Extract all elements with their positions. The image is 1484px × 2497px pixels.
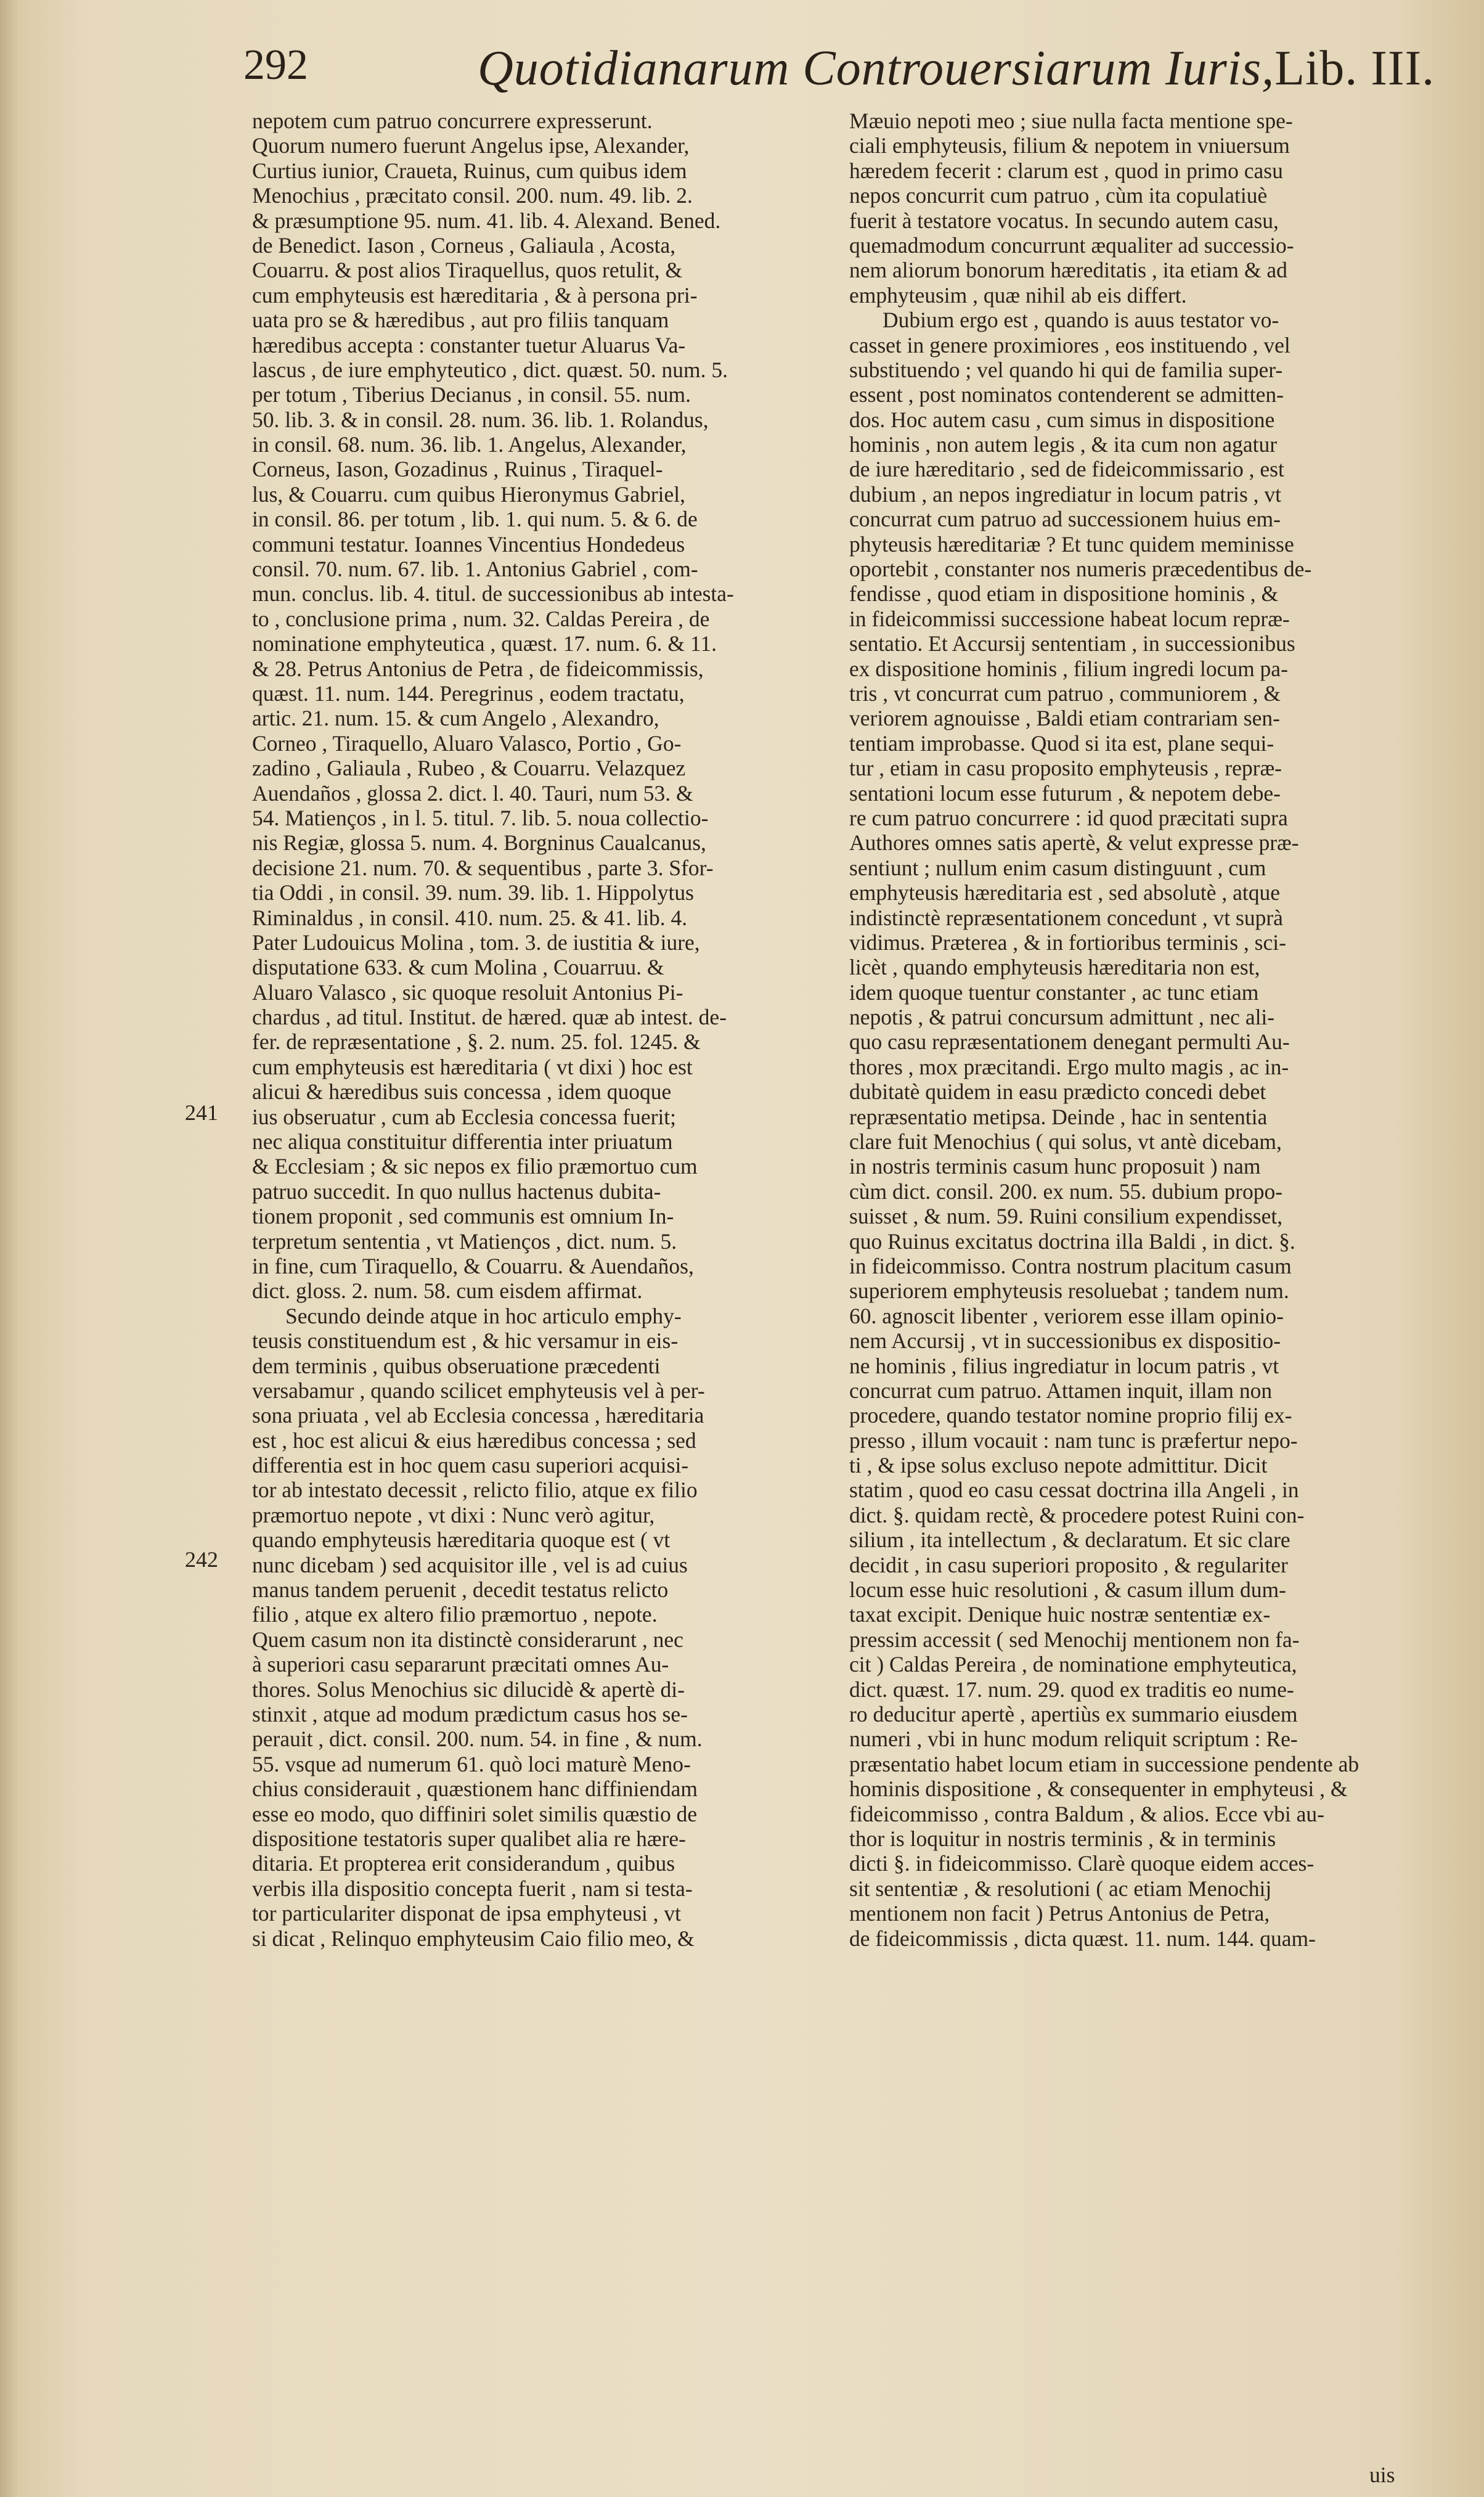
page-edge-shadow bbox=[0, 0, 18, 2497]
text-line: dict. gloss. 2. num. 58. cum eisdem affirmat. bbox=[252, 1278, 643, 1304]
text-line: substituendo ; vel quando hi qui de familia super- bbox=[849, 357, 1283, 382]
text-line: lus, & Couarru. cum quibus Hieronymus Gabriel, bbox=[252, 481, 685, 507]
text-line: nominatione emphyteutica , quæst. 17. num. 6. & 11. bbox=[252, 631, 717, 656]
text-line: presso , illum vocauit : nam tunc is præfertur nepo- bbox=[849, 1428, 1298, 1453]
text-line: nepotis , & patrui concursum admittunt , nec ali- bbox=[849, 1005, 1275, 1030]
margin-number-242: 242 bbox=[185, 1547, 218, 1572]
text-line: repræsentatio metipsa. Deinde , hac in sententia bbox=[849, 1104, 1268, 1129]
text-line: fendisse , quod etiam in dispositione hominis , & bbox=[849, 581, 1279, 607]
book-label: Lib. III. bbox=[1274, 41, 1435, 96]
text-line: Quem casum non ita distinctè considerarunt , nec bbox=[252, 1627, 683, 1652]
text-line: stinxit , atque ad modum prædictum casus hos se- bbox=[252, 1702, 688, 1727]
text-line: hominis , non autem legis , & ita cum non agatur bbox=[849, 432, 1278, 457]
text-line: emphyteusim , quæ nihil ab eis differt. bbox=[849, 282, 1187, 308]
text-line: ne hominis , filius ingrediatur in locum patris , vt bbox=[849, 1353, 1279, 1378]
text-line: chardus , ad titul. Institut. de hæred. quæ ab intest. de- bbox=[252, 1005, 727, 1030]
text-line: 50. lib. 3. & in consil. 28. num. 36. lib. 1. Rolandus, bbox=[252, 407, 709, 432]
text-line: à superiori casu separarunt præcitati omnes Au- bbox=[252, 1652, 669, 1677]
text-line: dem terminis , quibus obseruatione præcedenti bbox=[252, 1353, 661, 1378]
text-line: quæst. 11. num. 144. Peregrinus , eodem tractatu, bbox=[252, 680, 685, 706]
text-line: 60. agnoscit libenter , veriorem esse illam opinio- bbox=[849, 1303, 1284, 1328]
text-line: quo casu repræsentationem denegant permulti Au- bbox=[849, 1029, 1290, 1055]
text-line: Authores omnes satis apertè, & velut expresse præ- bbox=[849, 830, 1299, 856]
page-number: 292 bbox=[243, 41, 308, 89]
text-line: mentionem non facit ) Petrus Antonius de Petra, bbox=[849, 1901, 1270, 1926]
text-line: & præsumptione 95. num. 41. lib. 4. Alexand. Bened. bbox=[252, 208, 721, 233]
text-line: Corneus, Iason, Gozadinus , Ruinus , Tiraquel- bbox=[252, 457, 663, 482]
text-line: terpretum sententia , vt Matienços , dict. num. 5. bbox=[252, 1228, 677, 1254]
text-line: nepotem cum patruo concurrere expresserunt. bbox=[252, 108, 653, 133]
text-line: tur , etiam in casu proposito emphyteusis , repræ- bbox=[849, 756, 1282, 781]
left-text-column bbox=[252, 108, 826, 1951]
text-line: Secundo deinde atque in hoc articulo emphy- bbox=[285, 1303, 682, 1328]
text-line: veriorem agnouisse , Baldi etiam contrariam sen- bbox=[849, 706, 1280, 731]
text-line: in fideicommisso. Contra nostrum placitum casum bbox=[849, 1253, 1292, 1278]
text-line: 54. Matienços , in l. 5. titul. 7. lib. 5. noua collectio- bbox=[252, 805, 709, 830]
text-line: sentatio. Et Accursij sententiam , in successionibus bbox=[849, 631, 1295, 656]
text-line: Corneo , Tiraquello, Aluaro Valasco, Portio , Go- bbox=[252, 730, 682, 756]
text-line: vidimus. Præterea , & in fortioribus terminis , sci- bbox=[849, 930, 1286, 955]
text-line: mun. conclus. lib. 4. titul. de successionibus ab intesta- bbox=[252, 581, 734, 607]
text-line: cum emphyteusis est hæreditaria ( vt dixi ) hoc est bbox=[252, 1054, 693, 1079]
text-line: in nostris terminis casum hunc proposuit ) nam bbox=[849, 1154, 1261, 1179]
text-line: de Benedict. Iason , Corneus , Galiaula , Acosta, bbox=[252, 232, 676, 258]
text-line: disputatione 633. & cum Molina , Couarruu. & bbox=[252, 955, 664, 980]
text-line: nunc dicebam ) sed acquisitor ille , vel is ad cuius bbox=[252, 1552, 688, 1577]
text-line: tor particulariter disponat de ipsa emphyteusi , vt bbox=[252, 1901, 682, 1926]
text-line: dicti §. in fideicommisso. Clarè quoque eidem acces- bbox=[849, 1851, 1315, 1876]
text-line: zadino , Galiaula , Rubeo , & Couarru. Velazquez bbox=[252, 756, 686, 781]
text-line: dos. Hoc autem casu , cum simus in dispositione bbox=[849, 407, 1275, 432]
text-line: tor ab intestato decessit , relicto filio, atque ex filio bbox=[252, 1477, 698, 1503]
text-line: licèt , quando emphyteusis hæreditaria non est, bbox=[849, 955, 1260, 980]
text-line: & Ecclesiam ; & sic nepos ex filio præmortuo cum bbox=[252, 1154, 698, 1179]
text-line: tia Oddi , in consil. 39. num. 39. lib. 1. Hippolytus bbox=[252, 880, 694, 905]
text-line: ex dispositione hominis , filium ingredi locum pa- bbox=[849, 656, 1288, 681]
text-line: thores , mox præcitandi. Ergo multo magis , ac in- bbox=[849, 1054, 1289, 1079]
text-line: Dubium ergo est , quando is auus testator vo- bbox=[883, 308, 1279, 333]
text-line: statim , quod eo casu cessat doctrina illa Angeli , in bbox=[849, 1477, 1299, 1503]
text-line: de fideicommissis , dicta quæst. 11. num. 144. quam- bbox=[849, 1926, 1316, 1951]
text-line: Couarru. & post alios Tiraquellus, quos retulit, & bbox=[252, 258, 683, 283]
text-line: quando emphyteusis hæreditaria quoque est ( vt bbox=[252, 1527, 671, 1553]
text-line: chius considerauit , quæstionem hanc diffiniendam bbox=[252, 1776, 698, 1802]
text-line: casset in genere proximiores , eos instituendo , vel bbox=[849, 332, 1290, 358]
text-line: perauit , dict. consil. 200. num. 54. in fine , & num. bbox=[252, 1727, 703, 1752]
text-line: præsentatio habet locum etiam in successione pendente ab bbox=[849, 1751, 1360, 1776]
text-line: hominis dispositione , & consequenter in emphyteusi , & bbox=[849, 1776, 1348, 1802]
text-line: dict. §. quidam rectè, & procedere potest Ruini con- bbox=[849, 1502, 1305, 1527]
text-line: dispositione testatoris super qualibet alia re hære- bbox=[252, 1826, 686, 1851]
text-line: est , hoc est alicui & eius hæredibus concessa ; sed bbox=[252, 1428, 696, 1453]
text-line: præmortuo nepote , vt dixi : Nunc verò agitur, bbox=[252, 1502, 655, 1527]
text-line: nem aliorum bonorum hæreditatis , ita etiam & ad bbox=[849, 258, 1287, 283]
text-line: Aluaro Valasco , sic quoque resoluit Antonius Pi- bbox=[252, 979, 683, 1005]
text-line: per totum , Tiberius Decianus , in consil. 55. num. bbox=[252, 382, 691, 407]
text-line: nepos concurrit cum patruo , cùm ita copulatiuè bbox=[849, 183, 1268, 208]
text-line: lascus , de iure emphyteutico , dict. quæst. 50. num. 5. bbox=[252, 357, 728, 382]
text-line: sentationi locum esse futurum , & nepotem debe- bbox=[849, 780, 1281, 806]
text-line: fer. de repræsentatione , §. 2. num. 25. fol. 1245. & bbox=[252, 1029, 701, 1055]
text-line: Riminaldus , in consil. 410. num. 25. & 41. lib. 4. bbox=[252, 905, 688, 930]
running-title bbox=[478, 41, 1435, 97]
text-line: thor is loquitur in nostris terminis , & in terminis bbox=[849, 1826, 1276, 1851]
text-line: alicui & hæredibus suis concessa , idem quoque bbox=[252, 1079, 672, 1105]
text-line: cum emphyteusis est hæreditaria , & à persona pri- bbox=[252, 282, 698, 308]
text-line: ti , & ipse solus excluso nepote admittitur. Dicit bbox=[849, 1453, 1268, 1478]
text-line: verbis illa dispositio concepta fuerit , nam si testa- bbox=[252, 1876, 693, 1901]
text-line: Quorum numero fuerunt Angelus ipse, Alexander, bbox=[252, 133, 690, 158]
text-line: silium , ita intellectum , & declaratum. Et sic clare bbox=[849, 1527, 1290, 1553]
text-line: tris , vt concurrat cum patruo , communiorem , & bbox=[849, 680, 1281, 706]
text-line: phyteusis hæreditariæ ? Et tunc quidem meminisse bbox=[849, 531, 1294, 557]
text-line: hæredibus accepta : constanter tuetur Aluarus Va- bbox=[252, 332, 686, 358]
text-line: clare fuit Menochius ( qui solus, vt antè dicebam, bbox=[849, 1129, 1282, 1155]
text-line: numeri , vbi in hunc modum reliquit scriptum : Re- bbox=[849, 1727, 1298, 1752]
margin-number-241: 241 bbox=[185, 1100, 218, 1125]
text-line: sona priuata , vel ab Ecclesia concessa , hæreditaria bbox=[252, 1403, 704, 1428]
text-line: decisione 21. num. 70. & sequentibus , parte 3. Sfor- bbox=[252, 855, 714, 880]
text-line: indistinctè repræsentationem concedunt , vt suprà bbox=[849, 905, 1283, 930]
text-line: re cum patruo concurrere : id quod præcitati supra bbox=[849, 805, 1288, 830]
text-line: fuerit à testatore vocatus. In secundo autem casu, bbox=[849, 208, 1279, 233]
text-line: concurrat cum patruo ad successionem huius em- bbox=[849, 507, 1281, 532]
text-line: cùm dict. consil. 200. ex num. 55. dubium propo- bbox=[849, 1179, 1283, 1204]
text-line: uata pro se & hæredibus , aut pro filiis tanquam bbox=[252, 308, 669, 333]
text-line: artic. 21. num. 15. & cum Angelo , Alexandro, bbox=[252, 706, 659, 731]
text-line: in fideicommissi successione habeat locum repræ- bbox=[849, 606, 1290, 631]
text-line: Pater Ludouicus Molina , tom. 3. de iustitia & iure, bbox=[252, 930, 700, 955]
text-line: versabamur , quando scilicet emphyteusis vel à per- bbox=[252, 1378, 705, 1403]
text-line: ro deducitur apertè , apertiùs ex summario eiusdem bbox=[849, 1702, 1298, 1727]
text-line: nem Accursij , vt in successionibus ex dispositio- bbox=[849, 1328, 1281, 1354]
text-line: Curtius iunior, Craueta, Ruinus, cum quibus idem bbox=[252, 158, 687, 183]
text-line: filio , atque ex altero filio præmortuo , nepote. bbox=[252, 1602, 658, 1627]
text-line: fideicommisso , contra Baldum , & alios. Ecce vbi au- bbox=[849, 1801, 1324, 1826]
text-line: tentiam improbasse. Quod si ita est, plane sequi- bbox=[849, 730, 1274, 756]
running-title-text: Quotidianarum Controuersiarum Iuris, bbox=[478, 41, 1275, 96]
text-line: de iure hæreditario , sed de fideicommissario , est bbox=[849, 457, 1284, 482]
text-line: taxat excipit. Denique huic nostræ sententiæ ex- bbox=[849, 1602, 1271, 1627]
text-line: suisset , & num. 59. Ruini consilium expendisset, bbox=[849, 1204, 1283, 1229]
text-line: differentia est in hoc quem casu superiori acquisi- bbox=[252, 1453, 689, 1478]
text-line: ditaria. Et propterea erit considerandum , quibus bbox=[252, 1851, 675, 1876]
text-line: hæredem fecerit : clarum est , quod in primo casu bbox=[849, 158, 1283, 183]
text-line: idem quoque tuentur constanter , ac tunc etiam bbox=[849, 979, 1259, 1005]
text-line: manus tandem peruenit , decedit testatus relicto bbox=[252, 1577, 669, 1603]
text-line: teusis constituendum est , & hic versamur in eis- bbox=[252, 1328, 679, 1354]
text-line: in fine, cum Tiraquello, & Couarru. & Auendaños, bbox=[252, 1253, 694, 1278]
text-line: superiorem emphyteusis resoluebat ; tandem num. bbox=[849, 1278, 1289, 1304]
text-line: si dicat , Relinquo emphyteusim Caio filio meo, & bbox=[252, 1926, 695, 1951]
text-line: Mæuio nepoti meo ; siue nulla facta mentione spe- bbox=[849, 108, 1293, 133]
text-line: quemadmodum concurrunt æqualiter ad successio- bbox=[849, 232, 1294, 258]
text-line: Auendaños , glossa 2. dict. l. 40. Tauri, num 53. & bbox=[252, 780, 693, 806]
text-line: esse eo modo, quo diffiniri solet similis quæstio de bbox=[252, 1801, 698, 1826]
text-line: oportebit , constanter nos numeris præcedentibus de- bbox=[849, 557, 1312, 582]
text-line: 55. vsque ad numerum 61. quò loci maturè Meno- bbox=[252, 1751, 691, 1776]
text-line: procedere, quando testator nomine proprio filij ex- bbox=[849, 1403, 1292, 1428]
text-line: dubitatè quidem in easu prædicto concedi debet bbox=[849, 1079, 1266, 1105]
text-line: essent , post nominatos contenderent se admitten- bbox=[849, 382, 1284, 407]
text-line: dict. quæst. 17. num. 29. quod ex traditis eo nume- bbox=[849, 1677, 1294, 1702]
text-line: consil. 70. num. 67. lib. 1. Antonius Gabriel , com- bbox=[252, 557, 698, 582]
text-line: in consil. 86. per totum , lib. 1. qui num. 5. & 6. de bbox=[252, 507, 698, 532]
text-line: tionem proponit , sed communis est omnium In- bbox=[252, 1204, 674, 1229]
text-line: cit ) Caldas Pereira , de nominatione emphyteutica, bbox=[849, 1652, 1297, 1677]
catchword: uis bbox=[1369, 2462, 1395, 2487]
right-text-column bbox=[849, 108, 1437, 1951]
text-line: pressim accessit ( sed Menochij mentionem non fa- bbox=[849, 1627, 1300, 1652]
page-header bbox=[243, 41, 1435, 108]
text-line: concurrat cum patruo. Attamen inquit, illam non bbox=[849, 1378, 1273, 1403]
text-line: in consil. 68. num. 36. lib. 1. Angelus, Alexander, bbox=[252, 432, 687, 457]
text-line: to , conclusione prima , num. 32. Caldas Pereira , de bbox=[252, 606, 710, 631]
text-line: dubium , an nepos ingrediatur in locum patris , vt bbox=[849, 481, 1282, 507]
text-line: emphyteusis hæreditaria est , sed absolutè , atque bbox=[849, 880, 1280, 905]
text-line: decidit , in casu superiori proposito , & regulariter bbox=[849, 1552, 1288, 1577]
text-line: communi testatur. Ioannes Vincentius Hondedeus bbox=[252, 531, 685, 557]
text-line: patruo succedit. In quo nullus hactenus dubita- bbox=[252, 1179, 661, 1204]
text-line: nec aliqua constituitur differentia inter priuatum bbox=[252, 1129, 673, 1155]
text-line: nis Regiæ, glossa 5. num. 4. Borgninus Caualcanus, bbox=[252, 830, 706, 856]
text-line: thores. Solus Menochius sic dilucidè & apertè di- bbox=[252, 1677, 685, 1702]
text-line: ciali emphyteusis, filium & nepotem in vniuersum bbox=[849, 133, 1290, 158]
text-line: & 28. Petrus Antonius de Petra , de fideicommissis, bbox=[252, 656, 704, 681]
text-line: ius obseruatur , cum ab Ecclesia concessa fuerit; bbox=[252, 1104, 677, 1129]
text-line: Menochius , præcitato consil. 200. num. 49. lib. 2. bbox=[252, 183, 693, 208]
text-line: quo Ruinus excitatus doctrina illa Baldi , in dict. §. bbox=[849, 1228, 1295, 1254]
text-line: sit sententiæ , & resolutioni ( ac etiam Menochij bbox=[849, 1876, 1272, 1901]
text-line: sentiunt ; nullum enim casum distinguunt , cum bbox=[849, 855, 1266, 880]
text-line: locum esse huic resolutioni , & casum illum dum- bbox=[849, 1577, 1286, 1603]
